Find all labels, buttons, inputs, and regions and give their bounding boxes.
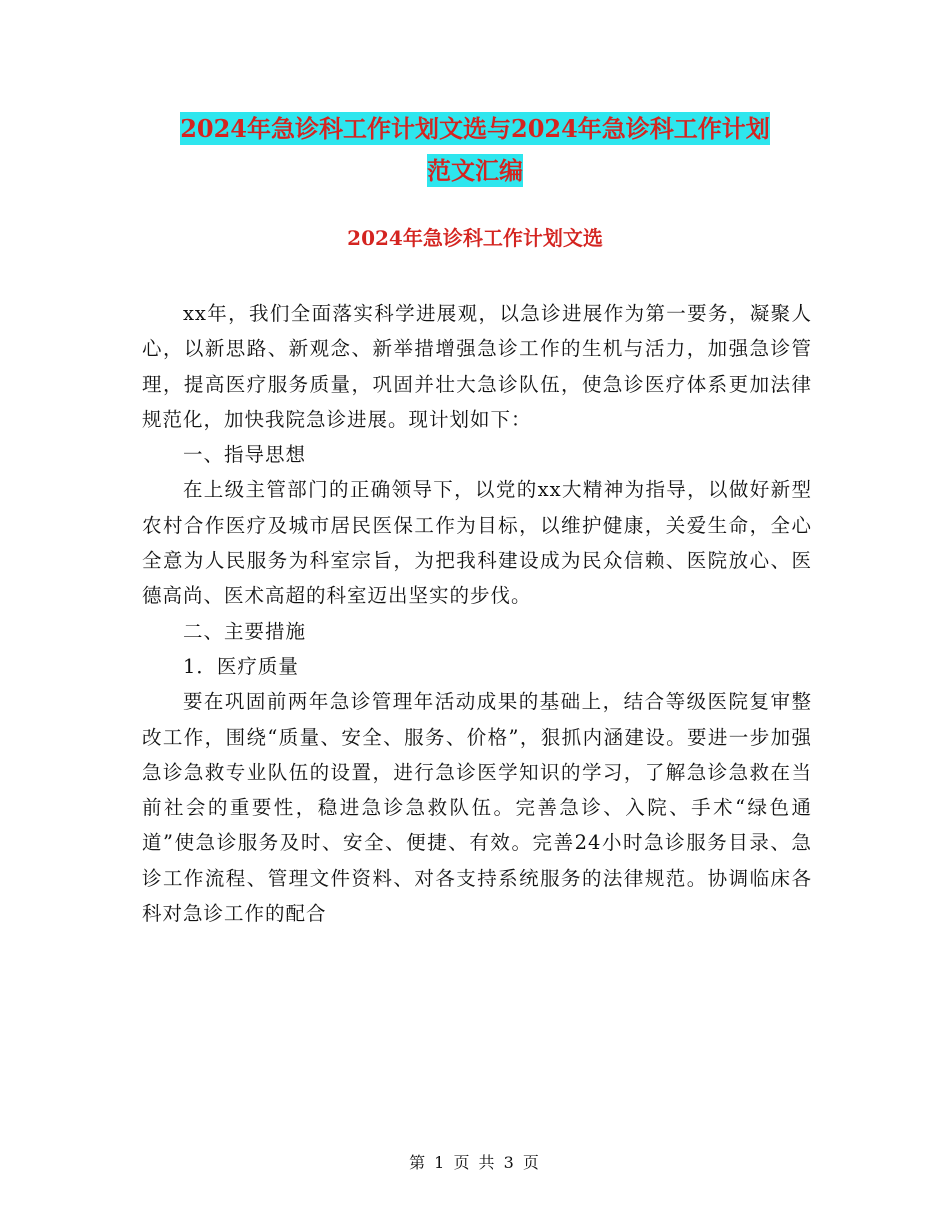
- paragraph-guiding-thought: 在上级主管部门的正确领导下，以党的xx大精神为指导，以做好新型农村合作医疗及城市居民医保工作为目标，以维护健康，关爱生命，全心全意为人民服务为科室宗旨，为把我科建设成为民众信赖、医院放心、医德高尚、医术高超的科室迈出坚实的步伐。: [142, 478, 812, 608]
- heading-guiding-thought: 一、指导思想: [182, 443, 306, 467]
- section-subtitle: 2024年急诊科工作计划文选: [347, 226, 603, 250]
- paragraph-medical-quality: 要在巩固前两年急诊管理年活动成果的基础上，结合等级医院复审整改工作，围绕“质量、安全、服务、价格”，狠抓内涵建设。要进一步加强急诊急救专业队伍的设置，进行急诊医学知识的学习，了解急诊急救在当前社会的重要性，稳进急诊急救队伍。完善急诊、入院、手术“绿色通道”使急诊服务及时、安全、便捷、有效。完善24小时急诊服务目录、急诊工作流程、管理文件资料、对各支持系统服务的法律规范。协调临床各科对急诊工作的配合: [142, 690, 812, 926]
- title-highlight-2: 范文汇编: [427, 156, 523, 185]
- document-title-line1: [0, 114, 950, 144]
- page-number-footer: 第 1 页 共 3 页: [409, 1153, 541, 1172]
- paragraph-intro: xx年，我们全面落实科学进展观，以急诊进展作为第一要务，凝聚人心，以新思路、新观念、新举措增强急诊工作的生机与活力，加强急诊管理，提高医疗服务质量，巩固并壮大急诊队伍，使急诊医疗体系更加法律规范化，加快我院急诊进展。现计划如下：: [142, 302, 812, 431]
- document-title-line2: [0, 156, 950, 186]
- heading-main-measures: 二、主要措施: [182, 619, 306, 643]
- title-highlight-1: 2024年急诊科工作计划文选与2024年急诊科工作计划: [180, 114, 770, 143]
- heading-medical-quality: 1．医疗质量: [182, 654, 299, 678]
- document-body: [142, 296, 812, 931]
